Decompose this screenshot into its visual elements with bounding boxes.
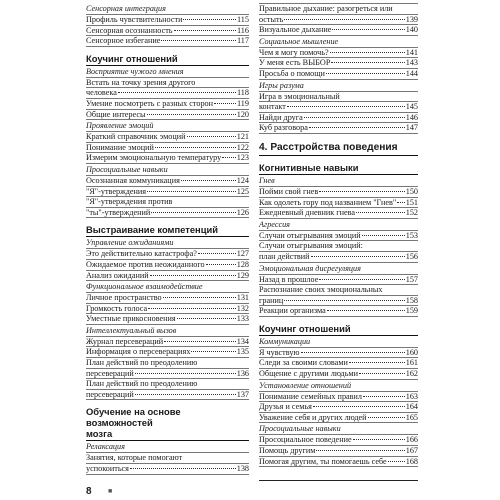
toc-section-heading: Обучение на основе возможностей xyxy=(86,406,181,429)
toc-page-number: 156 xyxy=(405,251,418,261)
toc-page-number: 120 xyxy=(236,109,249,119)
toc-entry[interactable] xyxy=(259,295,418,306)
toc-entry-group xyxy=(259,274,418,317)
toc-entry-title: Профиль чувствительности xyxy=(86,15,183,24)
dot-leader xyxy=(368,417,405,418)
toc-entry[interactable] xyxy=(86,368,249,379)
toc-page-number: 163 xyxy=(405,391,418,401)
toc-page-number: 159 xyxy=(405,306,418,316)
toc-page-number: 152 xyxy=(405,208,418,218)
toc-entry[interactable] xyxy=(86,98,249,109)
dot-leader xyxy=(316,450,404,451)
toc-entry[interactable] xyxy=(259,3,418,14)
toc-entry[interactable] xyxy=(259,445,418,456)
toc-entry-group xyxy=(259,3,418,36)
toc-section-heading: Коучинг отношений xyxy=(86,52,178,64)
toc-page-number: 138 xyxy=(236,464,249,474)
toc-entry[interactable] xyxy=(86,35,249,46)
toc-entry[interactable] xyxy=(259,434,418,445)
toc-entry-title: Как одолеть гору под названием "Гнев" xyxy=(259,197,397,207)
toc-entry-title: План действий по преодолению xyxy=(86,379,198,389)
dot-leader xyxy=(287,106,405,107)
dot-leader xyxy=(319,279,404,280)
toc-entry[interactable] xyxy=(86,25,249,36)
toc-subsection-heading: Интеллектуальный вызов xyxy=(86,325,177,335)
toc-page-number: 166 xyxy=(405,435,418,445)
toc-page-number: 128 xyxy=(236,259,249,269)
toc-entry-group xyxy=(259,391,418,424)
toc-entry[interactable] xyxy=(259,401,418,412)
toc-page-number: 115 xyxy=(237,15,249,24)
dot-leader xyxy=(397,202,405,203)
toc-left-column xyxy=(86,3,249,475)
toc-page-number: 150 xyxy=(405,186,418,196)
toc-subsection-heading: Просоциальные навыки xyxy=(259,424,341,434)
toc-entry-title: Сенсорная осознанность xyxy=(86,25,173,35)
toc-entry[interactable] xyxy=(259,357,418,368)
toc-entry[interactable] xyxy=(86,378,249,389)
toc-page-number: 121 xyxy=(236,132,249,142)
dot-leader xyxy=(330,52,405,53)
toc-entry-title: Игра в эмоциональный xyxy=(259,91,340,101)
dot-leader xyxy=(363,396,405,397)
dot-leader xyxy=(191,351,235,352)
toc-entry-group xyxy=(259,347,418,380)
toc-subsection-heading: Релаксация xyxy=(86,442,125,452)
toc-section-heading: Коучинг отношений xyxy=(259,322,351,334)
toc-right-column xyxy=(259,3,418,467)
toc-entry[interactable] xyxy=(86,14,249,25)
dot-leader xyxy=(118,92,236,93)
toc-page-number: 136 xyxy=(236,368,249,378)
dot-leader xyxy=(327,310,405,311)
toc-page-number: 118 xyxy=(237,88,249,98)
dot-leader xyxy=(388,461,405,462)
toc-entry-title: Ожидаемое против неожиданного xyxy=(86,259,205,269)
dot-leader xyxy=(181,180,236,181)
toc-entry[interactable] xyxy=(259,391,418,402)
dot-leader xyxy=(362,235,405,236)
toc-entry[interactable] xyxy=(259,68,418,79)
dot-leader xyxy=(284,19,404,20)
toc-entry[interactable] xyxy=(86,186,249,197)
toc-entry-title: контакт xyxy=(259,102,286,112)
toc-page-number: 125 xyxy=(236,186,249,196)
toc-page-number: 168 xyxy=(405,456,418,466)
toc-entry-title: Друзья и семья xyxy=(259,402,312,412)
toc-entry[interactable] xyxy=(86,152,249,163)
toc-subsection-heading: Управление ожиданиями xyxy=(86,238,174,248)
toc-entry-title: Случаи отыгрывания эмоций xyxy=(259,230,361,240)
toc-entry-group xyxy=(259,91,418,134)
dot-leader xyxy=(284,300,404,301)
toc-entry-group xyxy=(259,47,418,80)
toc-entry[interactable] xyxy=(259,91,418,102)
toc-entry-title: Информация о персеверациях xyxy=(86,347,191,357)
dot-leader xyxy=(319,191,405,192)
dot-leader xyxy=(349,362,405,363)
toc-entry-title: Распознание своих эмоциональных xyxy=(259,285,383,295)
toc-entry-title: Визуальное дыхание xyxy=(259,25,332,35)
toc-entry[interactable] xyxy=(86,109,249,120)
toc-entry[interactable] xyxy=(259,284,418,295)
toc-entry-title: Занятия, которые помогают xyxy=(86,453,183,463)
toc-subsection-heading: Социальное мышление xyxy=(259,36,339,46)
toc-chapter-heading: 4. Расстройства поведения xyxy=(259,141,398,153)
toc-entry[interactable] xyxy=(259,412,418,423)
toc-page-number: 134 xyxy=(236,336,249,346)
toc-page-number: 139 xyxy=(405,14,418,24)
toc-entry[interactable] xyxy=(86,292,249,303)
toc-entry[interactable] xyxy=(259,347,418,358)
toc-entry-title: Личное пространство xyxy=(86,293,162,303)
toc-entry-title: У меня есть ВЫБОР xyxy=(259,58,331,68)
toc-page-number: 132 xyxy=(236,303,249,313)
toc-entry[interactable] xyxy=(86,313,249,324)
toc-entry[interactable] xyxy=(259,14,418,25)
toc-page-number: 157 xyxy=(405,274,418,284)
toc-entry[interactable] xyxy=(86,248,249,259)
toc-entry-title: Следи за своими словами xyxy=(259,358,348,368)
toc-entry-title: Случаи отыгрывания эмоций: xyxy=(259,241,363,251)
toc-entry-title: "Я"-утверждения против xyxy=(86,197,173,207)
toc-subsection-heading: Восприятие чужого мнения xyxy=(86,66,184,76)
toc-entry-title: Я чувствую xyxy=(259,347,300,357)
toc-entry[interactable] xyxy=(259,186,418,197)
toc-entry-title: Просоциальное поведение xyxy=(259,435,352,445)
toc-entry-title: Помощь другим xyxy=(259,446,316,456)
toc-entry[interactable] xyxy=(259,368,418,379)
toc-page-number: 158 xyxy=(405,295,418,305)
toc-page-number: 162 xyxy=(405,369,418,379)
toc-entry[interactable] xyxy=(86,336,249,347)
toc-entry-group xyxy=(86,77,249,120)
dot-leader xyxy=(135,373,236,374)
toc-section-heading: Когнитивные навыки xyxy=(259,161,359,173)
toc-entry-title: Умение посмотреть с разных сторон xyxy=(86,98,214,108)
toc-entry[interactable] xyxy=(259,207,418,218)
toc-entry[interactable] xyxy=(86,452,249,463)
toc-entry-title: остыть xyxy=(259,14,284,24)
toc-page-number: 144 xyxy=(405,68,418,78)
toc-entry[interactable] xyxy=(259,112,418,123)
toc-page-number: 167 xyxy=(405,446,418,456)
toc-page-number: 122 xyxy=(236,142,249,152)
toc-page-number: 119 xyxy=(237,98,249,108)
toc-entry[interactable] xyxy=(259,456,418,467)
toc-page-number: 146 xyxy=(405,112,418,122)
toc-page-number: 143 xyxy=(405,58,418,68)
toc-entry-title: "Я"-утверждения xyxy=(86,186,147,196)
dot-leader xyxy=(135,394,236,395)
dot-leader xyxy=(353,439,405,440)
toc-entry-group xyxy=(86,336,249,401)
dot-leader xyxy=(151,212,235,213)
dot-leader xyxy=(222,157,235,158)
toc-entry-title: границ xyxy=(259,295,284,305)
toc-entry-group xyxy=(86,292,249,325)
toc-subsection-heading: Игры разума xyxy=(259,80,304,90)
toc-entry-title: Помогая другим, ты помогаешь себе xyxy=(259,456,387,466)
toc-subsection-heading: Коммуникации xyxy=(259,336,311,346)
dot-leader xyxy=(304,117,405,118)
toc-entry[interactable] xyxy=(86,303,249,314)
toc-entry[interactable] xyxy=(86,196,249,207)
toc-page-number: 127 xyxy=(236,249,249,259)
toc-page-number: 140 xyxy=(405,25,418,35)
toc-subsection-heading: Просоциальные навыки xyxy=(86,164,168,174)
toc-entry-group xyxy=(86,131,249,164)
dot-leader xyxy=(150,275,236,276)
dot-leader xyxy=(301,352,405,353)
section-rule xyxy=(259,155,418,156)
toc-entry[interactable] xyxy=(86,87,249,98)
toc-subsection-heading: Сенсорная интеграция xyxy=(86,4,166,13)
toc-page-number: 117 xyxy=(237,36,249,46)
toc-entry[interactable] xyxy=(86,131,249,142)
toc-page-number: 123 xyxy=(236,153,249,163)
toc-entry-group xyxy=(86,14,249,47)
toc-entry-title: человека xyxy=(86,88,117,98)
page-number: 8 xyxy=(86,486,92,497)
toc-entry-title: Громкость голоса xyxy=(86,303,148,313)
dot-leader xyxy=(187,136,236,137)
toc-entry-title: Общение с другими людьми xyxy=(259,369,358,379)
toc-entry-group xyxy=(259,186,418,219)
toc-entry-title: Понимание семейных правил xyxy=(259,391,363,401)
toc-page-number: 147 xyxy=(405,123,418,133)
toc-entry[interactable] xyxy=(86,259,249,270)
toc-entry-title: Найди друга xyxy=(259,112,303,122)
dot-leader xyxy=(198,253,236,254)
toc-entry-title: Куб разговора xyxy=(259,123,308,133)
dot-leader xyxy=(155,147,236,148)
dot-leader xyxy=(359,373,405,374)
toc-subsection-heading: Эмоциональная дисрегуляция xyxy=(259,263,361,273)
dot-leader xyxy=(147,114,236,115)
toc-entry-title: Чем я могу помочь? xyxy=(259,47,329,57)
toc-page-number: 126 xyxy=(236,207,249,217)
toc-entry[interactable] xyxy=(259,240,418,251)
toc-entry[interactable] xyxy=(259,47,418,58)
toc-entry-title: Осознанная коммуникация xyxy=(86,175,180,185)
toc-entry[interactable] xyxy=(259,305,418,316)
dot-leader xyxy=(147,191,236,192)
toc-page-number: 124 xyxy=(236,175,249,185)
dot-leader xyxy=(148,308,236,309)
toc-entry-title: Понимание эмоций xyxy=(86,142,154,152)
toc-entry-title: Реакции организма xyxy=(259,306,326,316)
toc-entry-title: план действий xyxy=(259,251,310,261)
toc-entry-title: Уважение себя и других людей xyxy=(259,412,367,422)
toc-entry-title: "ты"-утверждений xyxy=(86,207,151,217)
toc-entry-title: Правильное дыхание: разогреться или xyxy=(259,4,393,13)
dot-leader xyxy=(326,73,405,74)
toc-entry-title: персевераций xyxy=(86,368,134,378)
toc-entry[interactable] xyxy=(86,175,249,186)
toc-entry-title: План действий по преодолению xyxy=(86,358,198,368)
page-marker: ■ xyxy=(108,488,113,495)
toc-entry[interactable] xyxy=(259,122,418,133)
toc-section-heading: мозга xyxy=(86,428,113,440)
toc-entry[interactable] xyxy=(86,389,249,400)
dot-leader xyxy=(332,29,404,30)
toc-page-number: 145 xyxy=(405,102,418,112)
toc-entry-group xyxy=(86,452,249,474)
dot-leader xyxy=(130,468,236,469)
toc-entry[interactable] xyxy=(86,357,249,368)
dot-leader xyxy=(331,62,404,63)
toc-entry[interactable] xyxy=(86,207,249,218)
toc-entry-title: Просьба о помощи xyxy=(259,68,325,78)
toc-entry-group xyxy=(86,175,249,218)
toc-entry-title: Измерим эмоциональную температуру xyxy=(86,153,222,163)
toc-subsection-heading: Агрессия xyxy=(259,219,290,229)
dot-leader xyxy=(313,406,405,407)
toc-entry-title: Пойми свой гнев xyxy=(259,186,319,196)
toc-subsection-heading: Гнев xyxy=(259,175,275,185)
toc-subsection-heading: Проявление эмоций xyxy=(86,121,154,131)
toc-entry[interactable] xyxy=(259,230,418,241)
toc-entry[interactable] xyxy=(259,251,418,262)
toc-entry[interactable] xyxy=(259,274,418,285)
toc-entry-title: Это действительно катастрофа? xyxy=(86,249,197,259)
toc-entry[interactable] xyxy=(86,463,249,474)
toc-entry-title: Назад в прошлое xyxy=(259,274,319,284)
dot-leader xyxy=(206,264,236,265)
toc-entry-title: успокоиться xyxy=(86,464,129,474)
toc-entry-group xyxy=(259,434,418,467)
toc-entry-title: Анализ ожиданий xyxy=(86,270,149,280)
toc-entry[interactable] xyxy=(86,270,249,281)
dot-leader xyxy=(183,19,236,20)
toc-entry-title: Уместные прикосновения xyxy=(86,314,176,324)
dot-leader xyxy=(356,212,405,213)
toc-entry[interactable] xyxy=(259,101,418,112)
toc-page-number: 153 xyxy=(405,230,418,240)
toc-entry[interactable] xyxy=(259,197,418,208)
dot-leader xyxy=(161,40,236,41)
bottom-rule xyxy=(259,480,418,481)
toc-subsection-heading: Функциональное взаимодействие xyxy=(86,282,203,292)
dot-leader xyxy=(309,127,405,128)
toc-page-number: 137 xyxy=(236,389,249,399)
toc-entry-group xyxy=(86,248,249,281)
toc-page-number: 135 xyxy=(236,347,249,357)
toc-page-number: 133 xyxy=(236,314,249,324)
toc-entry[interactable] xyxy=(86,346,249,357)
toc-page-number: 129 xyxy=(236,270,249,280)
toc-entry-title: Общие интересы xyxy=(86,109,146,119)
toc-entry[interactable] xyxy=(86,77,249,88)
toc-page-number: 160 xyxy=(405,347,418,357)
dot-leader xyxy=(163,297,236,298)
toc-subsection-heading: Установление отношений xyxy=(259,380,352,390)
toc-page-number: 151 xyxy=(405,197,418,207)
toc-section-heading: Выстраивание компетенций xyxy=(86,224,218,236)
toc-page-number: 161 xyxy=(405,358,418,368)
toc-entry[interactable] xyxy=(259,57,418,68)
toc-entry-title: Сенсорное избегание xyxy=(86,36,161,46)
toc-entry-group xyxy=(259,230,418,263)
toc-entry-title: Журнал персевераций xyxy=(86,336,164,346)
dot-leader xyxy=(214,103,236,104)
toc-entry-title: Встать на точку зрения другого xyxy=(86,77,196,87)
toc-page-number: 131 xyxy=(236,293,249,303)
toc-page-number: 116 xyxy=(237,25,249,35)
toc-page-number: 141 xyxy=(405,47,418,57)
dot-leader xyxy=(177,318,236,319)
toc-entry[interactable] xyxy=(259,24,418,35)
toc-entry-title: Краткий справочник эмоций xyxy=(86,132,186,142)
toc-page-number: 165 xyxy=(405,412,418,422)
toc-entry-title: персевераций xyxy=(86,389,134,399)
dot-leader xyxy=(311,256,405,257)
dot-leader xyxy=(174,30,237,31)
toc-entry-title: Ежедневный дневник гнева xyxy=(259,208,356,218)
dot-leader xyxy=(164,341,236,342)
toc-entry[interactable] xyxy=(86,142,249,153)
toc-page-number: 164 xyxy=(405,402,418,412)
